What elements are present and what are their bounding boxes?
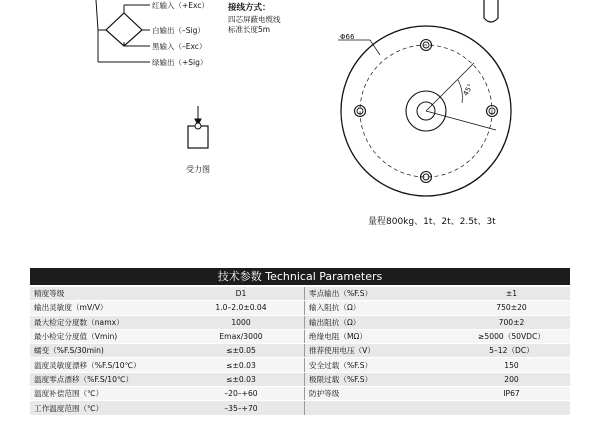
param-name: 最大检定分度数（namx） xyxy=(30,315,178,329)
param-value: ≤±0.03 xyxy=(178,372,305,386)
param-name: 温度灵敏度漂移（%F.S/10℃） xyxy=(30,358,178,372)
cable-title: 接线方式： xyxy=(228,3,271,13)
param-value: 750±20 xyxy=(453,301,570,315)
param-value: D1 xyxy=(178,287,305,301)
param-value: ±1 xyxy=(453,287,570,301)
angle-label: 45° xyxy=(461,82,475,98)
param-value: ≥5000（50VDC） xyxy=(453,329,570,343)
param-name: 防护等级 xyxy=(305,387,454,401)
table-row xyxy=(30,329,570,343)
table-row xyxy=(30,344,570,358)
force-label: 受力图 xyxy=(186,165,210,174)
param-name: 安全过载（%F.S） xyxy=(305,358,454,372)
cable-length: 标准长度5m xyxy=(228,25,271,34)
param-value: 1.0–2.0±0.04 xyxy=(178,301,305,315)
wiring-bridge-diagram xyxy=(96,0,150,62)
param-name: 输出灵敏度（mV/V） xyxy=(30,301,178,315)
param-name xyxy=(305,401,454,415)
param-value: Emax/3000 xyxy=(178,329,305,343)
force-diagram xyxy=(188,106,208,148)
table-title: 技术参数 Technical Parameters xyxy=(30,268,570,285)
table-row xyxy=(30,301,570,315)
technical-parameters-table xyxy=(30,287,570,416)
table-row xyxy=(30,315,570,329)
param-name: 蠕变（%F.S/30min) xyxy=(30,344,178,358)
param-name: 零点输出（%F.S） xyxy=(305,287,454,301)
param-name: 精度等级 xyxy=(30,287,178,301)
param-name: 绝缘电阻（MΩ） xyxy=(305,329,454,343)
wire-label-red: 红输入（+Exc） xyxy=(152,1,209,10)
param-name: 最小检定分度值（Vmin) xyxy=(30,329,178,343)
cable-desc: 四芯屏蔽电缆线 xyxy=(228,15,281,24)
param-name: 温度补偿范围（℃） xyxy=(30,387,178,401)
param-value: 5–12（DC） xyxy=(453,344,570,358)
table-row xyxy=(30,401,570,415)
wire-label-white: 白输出（–Sig） xyxy=(152,26,205,35)
wire-label-green: 绿输出（+Sig） xyxy=(152,58,208,67)
wire-label-black: 黑输入（–Exc） xyxy=(152,42,207,51)
param-value: ≤±0.05 xyxy=(178,344,305,358)
base-plate-drawing xyxy=(338,26,511,196)
param-value: 150 xyxy=(453,358,570,372)
param-name: 工作温度范围（℃） xyxy=(30,401,178,415)
param-name: 输入阻抗（Ω） xyxy=(305,301,454,315)
param-name: 推荐使用电压（V） xyxy=(305,344,454,358)
param-value: 700±2 xyxy=(453,315,570,329)
param-value: –20–+60 xyxy=(178,387,305,401)
diameter-label: Φ66 xyxy=(340,33,355,41)
table-row xyxy=(30,358,570,372)
param-value: ≤±0.03 xyxy=(178,358,305,372)
cable-end xyxy=(484,0,498,22)
param-name: 极限过载（%F.S） xyxy=(305,372,454,386)
param-value: –35–+70 xyxy=(178,401,305,415)
table-row xyxy=(30,287,570,301)
param-value xyxy=(453,401,570,415)
table-row xyxy=(30,387,570,401)
range-caption: 量程800kg、1t、2t、2.5t、3t xyxy=(368,217,496,227)
param-name: 温度零点漂移（%F.S/10℃） xyxy=(30,372,178,386)
param-value: IP67 xyxy=(453,387,570,401)
param-value: 1000 xyxy=(178,315,305,329)
param-name: 输出阻抗（Ω） xyxy=(305,315,454,329)
table-row xyxy=(30,372,570,386)
param-value: 200 xyxy=(453,372,570,386)
